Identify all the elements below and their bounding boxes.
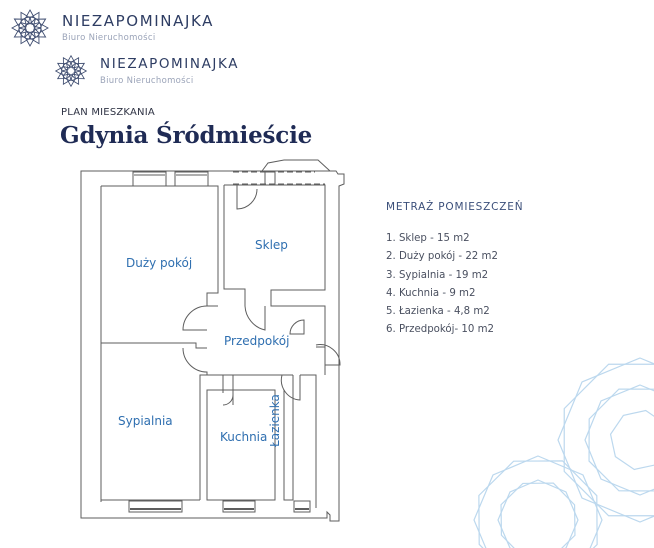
area-list-title: METRAŻ POMIESZCZEŃ (386, 201, 524, 213)
room-label-sklep: Sklep (255, 238, 288, 252)
area-list-item: 4. Kuchnia - 9 m2 (386, 287, 476, 299)
area-list-item: 3. Sypialnia - 19 m2 (386, 269, 489, 281)
area-list-item: 6. Przedpokój- 10 m2 (386, 324, 495, 336)
area-list (386, 230, 498, 340)
room-label-sypialnia: Sypialnia (118, 414, 173, 428)
area-list-item: 1. Sklep - 15 m2 (386, 233, 470, 244)
plan-title: Gdynia Śródmieście (60, 122, 313, 149)
brand-subtitle: Biuro Nieruchomości (62, 33, 156, 43)
brand-subtitle: Biuro Nieruchomości (100, 76, 194, 86)
area-list-item: 5. Łazienka - 4,8 m2 (386, 306, 490, 318)
plan-kicker: PLAN MIESZKANIA (61, 107, 155, 118)
room-label-lazienka: Łazienka (268, 394, 282, 447)
room-label-przedpokoj: Przedpokój (224, 334, 290, 348)
brand-name: NIEZAPOMINAJKA (62, 12, 215, 30)
area-list-item: 2. Duży pokój - 22 m2 (386, 251, 498, 263)
room-label-duzy-pokoj: Duży pokój (126, 256, 193, 270)
brand-name: NIEZAPOMINAJKA (100, 56, 240, 72)
room-label-kuchnia: Kuchnia (220, 430, 268, 444)
